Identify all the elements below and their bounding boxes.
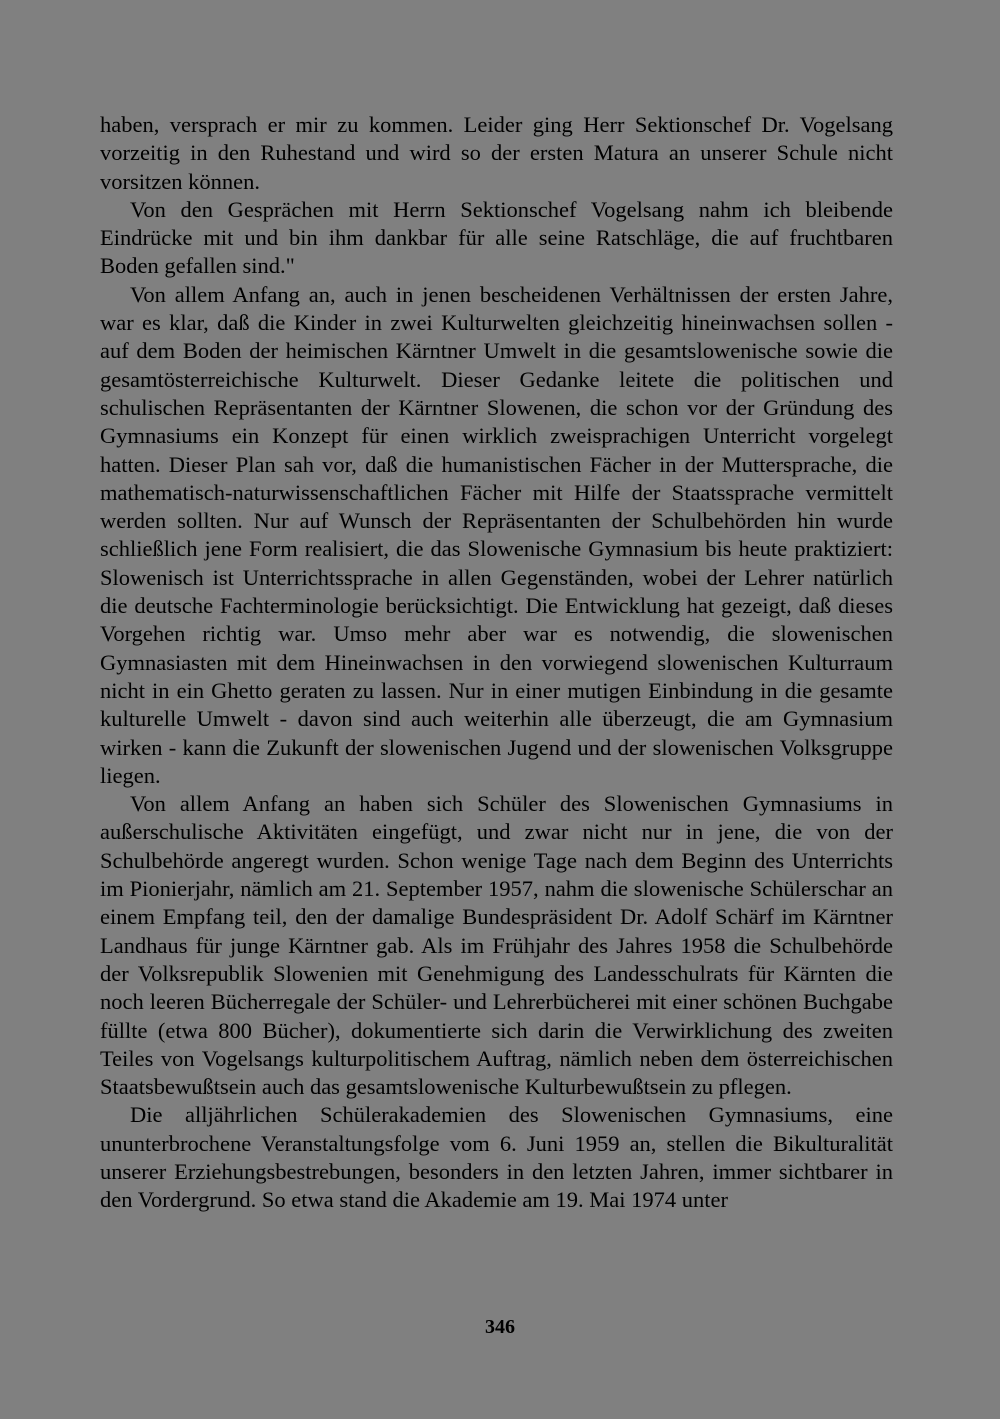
paragraph-1: haben, versprach er mir zu kommen. Leider ging Herr Sektionschef Dr. Vogelsang vorzeitig in den Ruhestand und wird so der ersten Matura an unserer Schule nicht vorsitzen können. (100, 112, 893, 194)
paragraph-4: Von allem Anfang an haben sich Schüler des Slowenischen Gymnasiums in außerschulische Aktivitäten eingefügt, und zwar nicht nur in jene, die von der Schulbehörde angeregt wurden. Schon wenige Tage nach dem Beginn des Unterrichts im Pionierjahr, nämlich am 21. September 1957, nahm die slowenische Schülerschar an einem Empfang teil, den der damalige Bundespräsident Dr. Adolf Schärf im Kärntner Landhaus für junge Kärntner gab. Als im Frühjahr des Jahres 1958 die Schulbehörde der Volksrepublik Slowenien mit Genehmigung des Landesschulrats für Kärnten die noch leeren Bücherregale der Schüler- und Lehrerbücherei mit einer schönen Buchgabe füllte (etwa 800 Bücher), dokumentierte sich darin die Verwirklichung des zweiten Teiles von Vogelsangs kulturpolitischem Auftrag, nämlich neben dem österreichischen Staatsbewußtsein auch das gesamtslowenische Kulturbewußtsein zu pflegen. (100, 791, 893, 1100)
page-number: 346 (485, 1316, 515, 1338)
paragraph-3: Von allem Anfang an, auch in jenen bescheidenen Verhältnissen der ersten Jahre, war es klar, daß die Kinder in zwei Kulturwelten gleichzeitig hineinwachsen sollen - auf dem Boden der heimischen Kärntner Umwelt in die gesamtslowenische sowie die gesamtösterreichische Kulturwelt. Dieser Gedanke leitete die politischen und schulischen Repräsentanten der Kärntner Slowenen, die schon vor der Gründung des Gymnasiums ein Konzept für einen wirklich zweisprachigen Unterricht vorgelegt hatten. Dieser Plan sah vor, daß die humanistischen Fächer in der Muttersprache, die mathematisch-naturwissenschaftlichen Fächer mit Hilfe der Staatssprache vermittelt werden sollten. Nur auf Wunsch der Repräsentanten der Schulbehörden hin wurde schließlich jene Form realisiert, die das Slowenische Gymnasium bis heute praktiziert: Slowenisch ist Unterrichtssprache in allen Gegenständen, wobei der Lehrer natürlich die deutsche Fachterminologie berücksichtigt. Die Entwicklung hat gezeigt, daß dieses Vorgehen richtig war. Umso mehr aber war es notwendig, die slowenischen Gymnasiasten mit dem Hineinwachsen in den vorwiegend slowenischen Kulturraum nicht in ein Ghetto geraten zu lassen. Nur in einer mutigen Einbindung in die gesamte kulturelle Umwelt - davon sind auch weiterhin alle überzeugt, die am Gymnasium wirken - kann die Zukunft der slowenischen Jugend und der slowenischen Volksgruppe liegen. (100, 281, 893, 788)
paragraph-2: Von den Gesprächen mit Herrn Sektionschef Vogelsang nahm ich bleibende Eindrücke mit und bin ihm dankbar für alle seine Ratschläge, die auf fruchtbaren Boden gefallen sind." (100, 196, 893, 279)
page-body (100, 111, 893, 1215)
paragraph-5: Die alljährlichen Schülerakademien des Slowenischen Gymnasiums, eine ununterbrochene Veranstaltungsfolge vom 6. Juni 1959 an, stellen die Bikulturalität unserer Erziehungsbestrebungen, besonders in den letzten Jahren, immer sichtbarer in den Vordergrund. So etwa stand die Akademie am 19. Mai 1974 unter (100, 1102, 893, 1213)
